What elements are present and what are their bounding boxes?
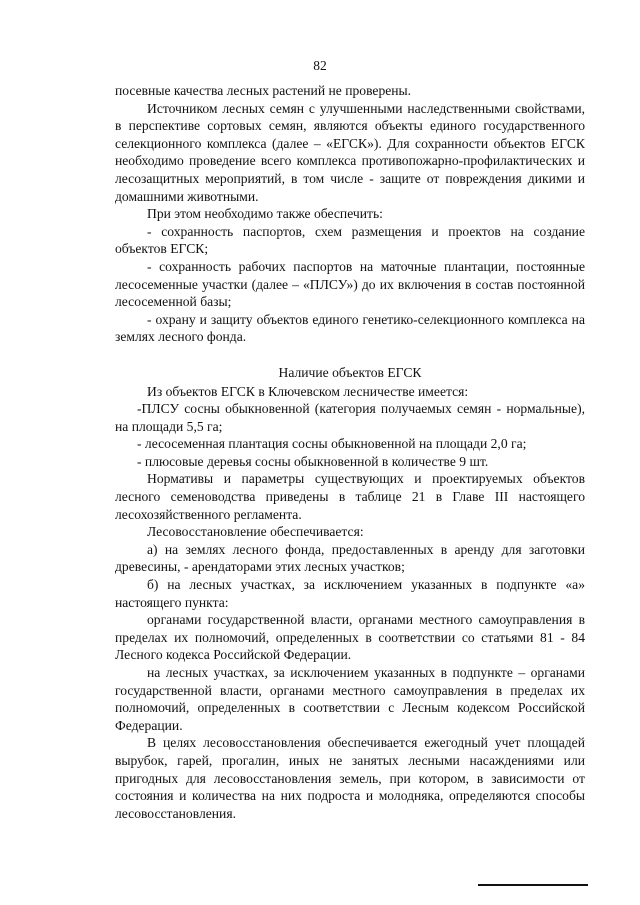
list-item: -ПЛСУ сосны обыкновенной (категория получаемых семян - нормальные), на площади 5,5 га; <box>115 401 585 434</box>
paragraph: Из объектов ЕГСК в Ключевском лесничестве имеется: <box>147 383 469 399</box>
list-item: - охрану и защиту объектов единого генетико-селекционного комплекса на землях лесного фонда. <box>115 311 585 345</box>
page-number: 82 <box>313 58 327 73</box>
section-heading: Наличие объектов ЕГСК <box>278 364 422 380</box>
list-item: а) на землях лесного фонда, предоставленных в аренду для заготовки древесины, - арендаторами этих лесных участков; <box>115 541 585 575</box>
paragraph: посевные качества лесных растений не проверены. <box>115 83 412 98</box>
paragraph: Нормативы и параметры существующих и проектируемых объектов лесного семеноводства приведены в таблице 21 в Главе III настоящего лесохозяйственного регламента. <box>115 471 585 522</box>
signature-line <box>478 884 588 886</box>
list-item: - сохранность паспортов, схем размещения и проектов на создание объектов ЕГСК; <box>115 223 585 257</box>
list-item: - сохранность рабочих паспортов на маточные плантации, постоянные лесосеменные участки (далее – «ПЛСУ») до их включения в состав постоянной лесосеменной базы; <box>115 258 585 310</box>
paragraph: органами государственной власти, органами местного самоуправления в пределах их полномочий, определенных в соответствии со статьями 81 - 84 Лесного кодекса Российской Федерации. <box>115 612 585 663</box>
paragraph: на лесных участках, за исключением указанных в подпункте – органами государственной власти, органами местного самоуправления в пределах их полномочий, определенных в соответствии с Лесным кодексом Российской Федерации. <box>115 665 585 733</box>
paragraph: В целях лесовосстановления обеспечивается ежегодный учет площадей вырубок, гарей, прогалин, иных не занятых лесными насаждениями или пригодных для лесовосстановления земель, при котором, в зависимости от состояния и количества на них подроста и молодняка, определяются способы лесовосстановления. <box>115 735 585 821</box>
list-item: - плюсовые деревья сосны обыкновенной в количестве 9 шт. <box>137 453 489 469</box>
document-body <box>115 82 585 822</box>
paragraph: Источником лесных семян с улучшенными наследственными свойствами, в перспективе сортовых семян, являются объекты единого государственного селекционного комплекса (далее – «ЕГСК»). Для сохранности объектов ЕГСК необходимо проведение всего комплекса противопожарно-профилактических и лесозащитных мероприятий, в том числе - защите от повреждения дикими и домашними животными. <box>115 100 585 204</box>
paragraph: При этом необходимо также обеспечить: <box>147 206 383 222</box>
list-item: - лесосеменная плантация сосны обыкновенной на площади 2,0 га; <box>137 436 527 452</box>
paragraph: Лесовосстановление обеспечивается: <box>147 524 364 540</box>
list-item: б) на лесных участках, за исключением указанных в подпункте «а» настоящего пункта: <box>115 577 585 610</box>
